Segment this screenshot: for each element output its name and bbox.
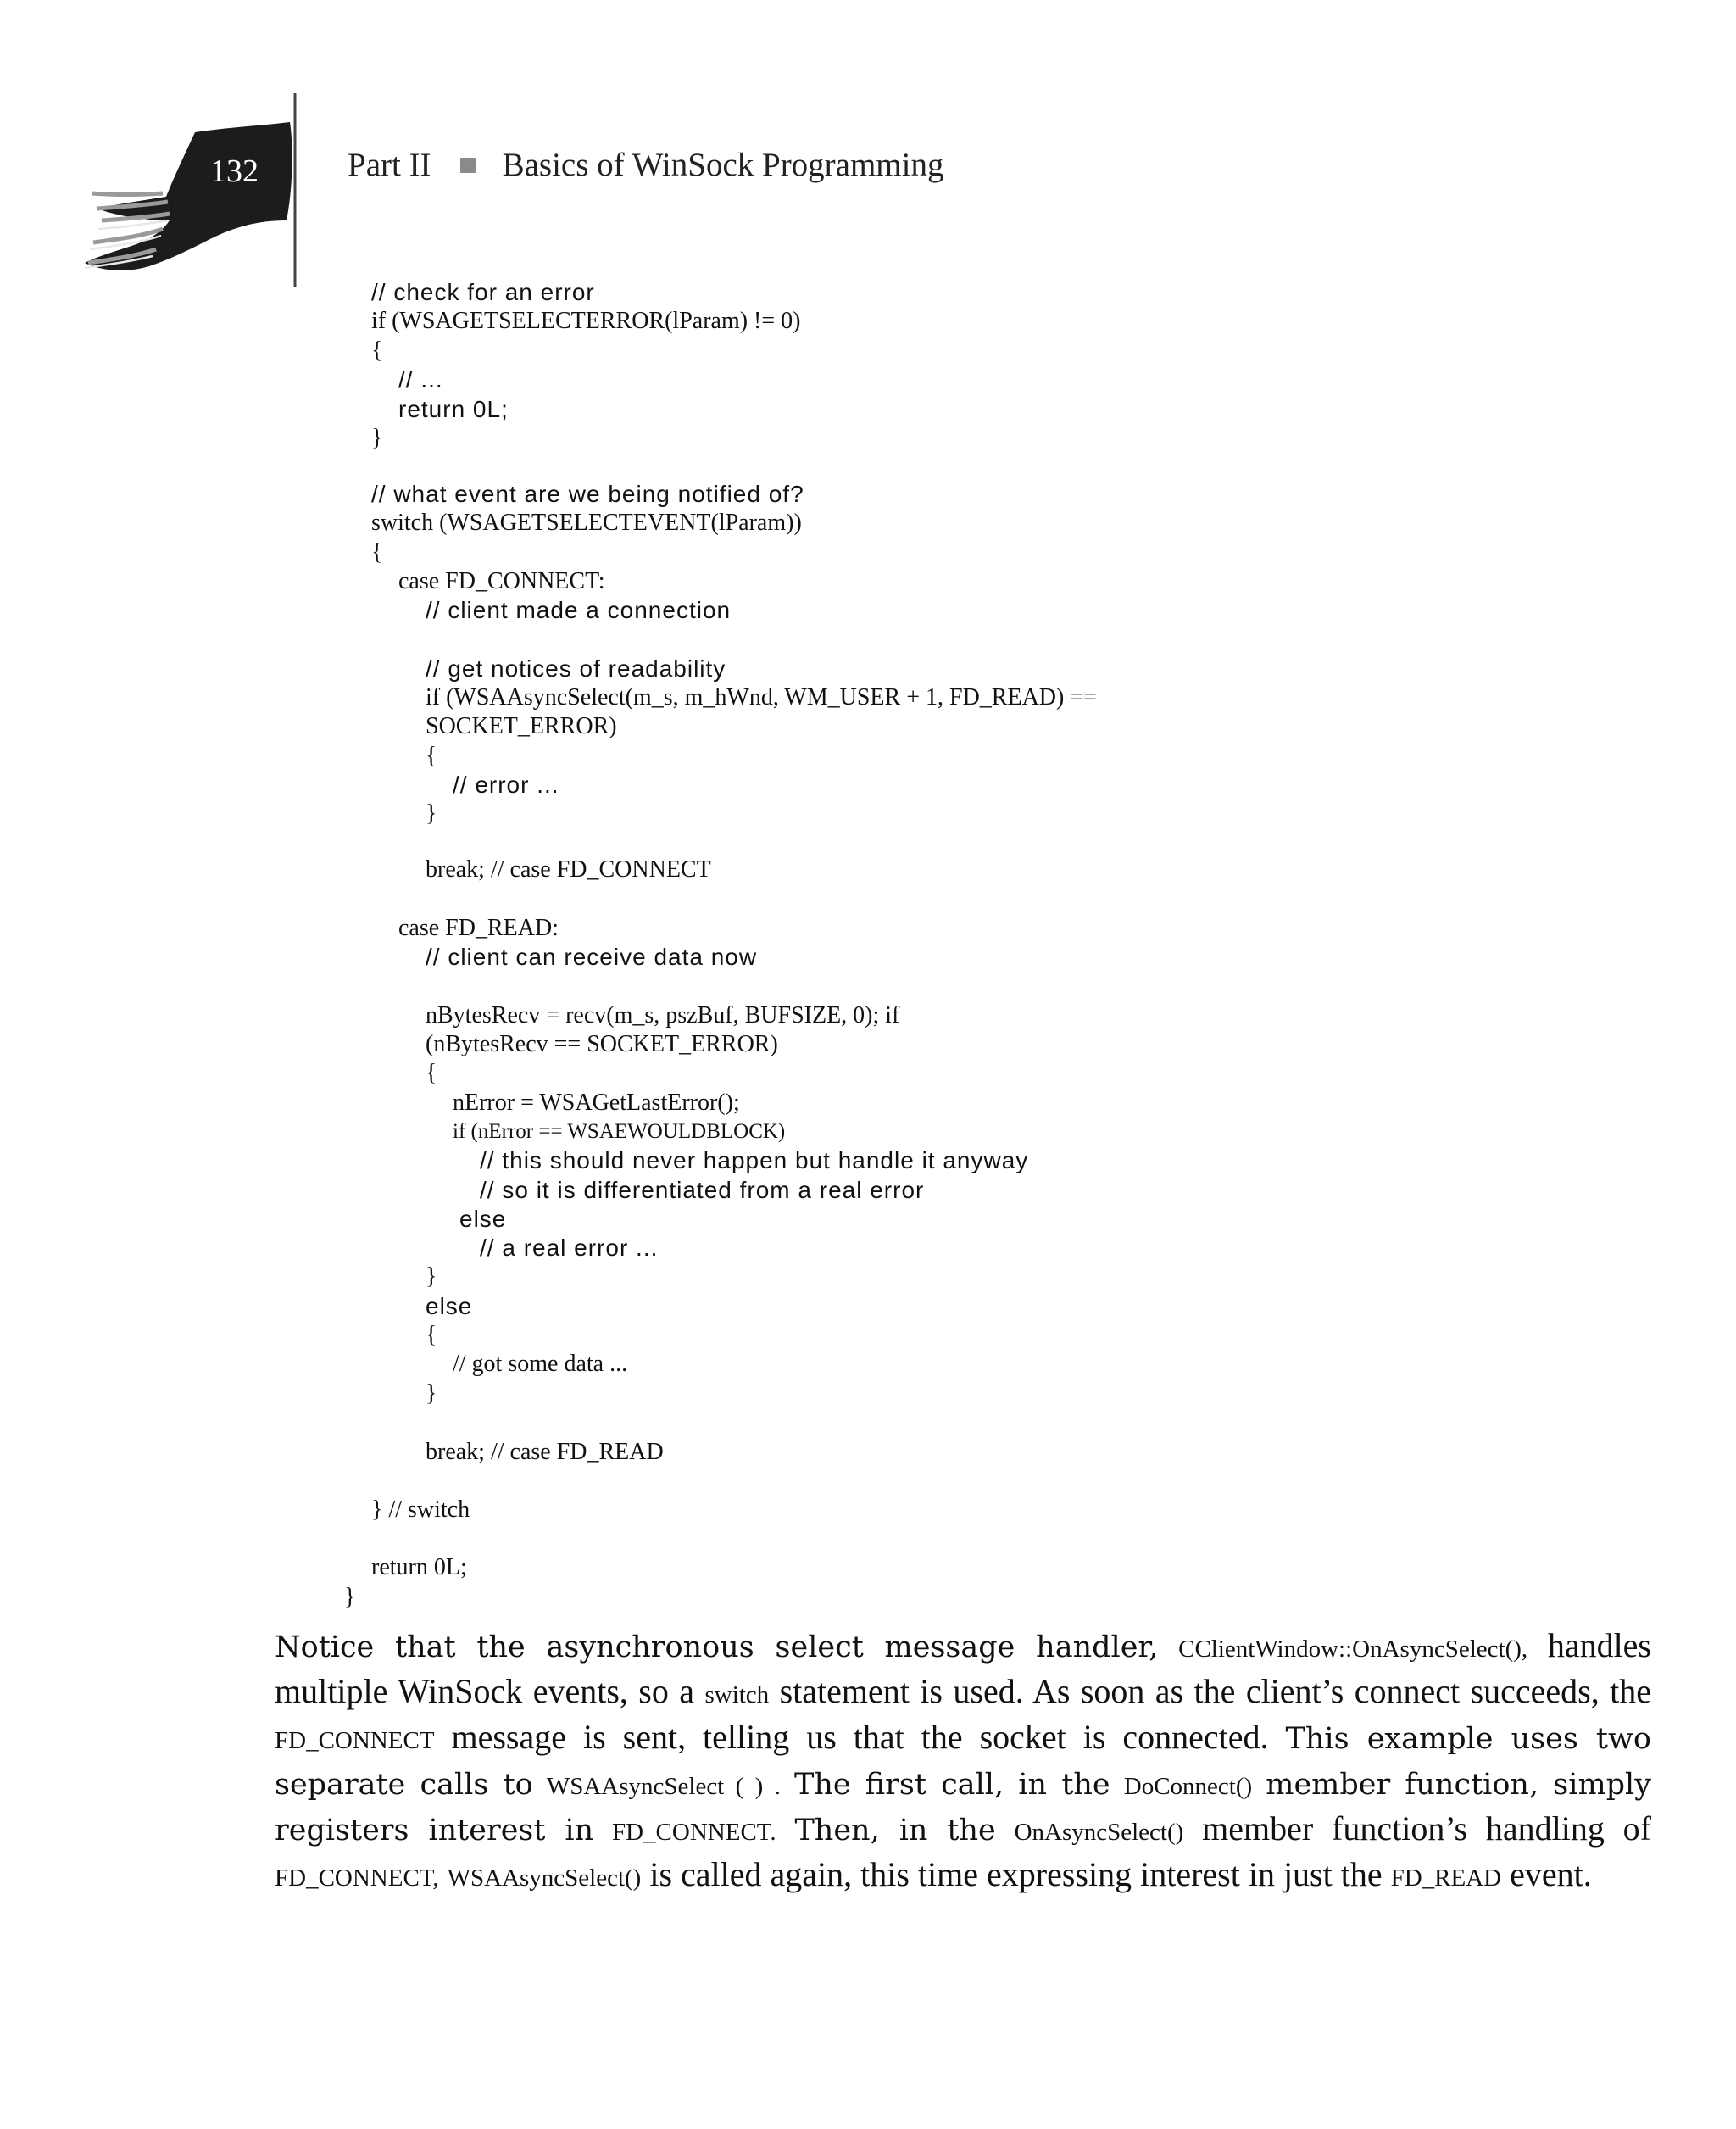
inline-code: FD_CONNECT <box>275 1727 435 1754</box>
code-line: return 0L; <box>398 396 509 422</box>
code-line: break; // case FD_CONNECT <box>426 856 711 883</box>
paragraph-text: member function’s handling of <box>1202 1809 1651 1848</box>
code-line: // check for an error <box>371 279 595 305</box>
code-line: { <box>371 539 383 566</box>
paragraph-text: member function, simply registers interest in <box>275 1768 1652 1848</box>
code-line: // ... <box>398 366 443 393</box>
inline-code: FD_READ <box>1390 1864 1502 1892</box>
code-line: // client made a connection <box>426 597 732 623</box>
header-title: Basics of WinSock Programming <box>502 147 944 183</box>
code-line: { <box>426 1060 437 1086</box>
code-line: break; // case FD_READ <box>426 1439 664 1465</box>
paragraph-text: Notice that the asynchronous select message handler, <box>275 1630 1159 1664</box>
paragraph-text: handles multiple WinSock events, so a <box>275 1626 1651 1710</box>
code-line: // this should never happen but handle it anyway <box>480 1147 1029 1173</box>
code-line: // what event are we being notified of? <box>371 481 804 507</box>
header-part: Part II <box>348 147 431 183</box>
code-line: } <box>371 425 383 451</box>
code-line: // got some data ... <box>453 1351 628 1377</box>
code-line: // error ... <box>453 772 559 798</box>
paragraph-text: Then, in the <box>794 1814 996 1848</box>
inline-code: switch <box>704 1681 770 1708</box>
code-line: else <box>459 1206 507 1232</box>
code-line: if (WSAGETSELECTERROR(lParam) != 0) <box>371 308 801 334</box>
inline-code: CClientWindow::OnAsyncSelect(), <box>1178 1636 1528 1663</box>
inline-code: WSAAsyncSelect ( ) . <box>546 1773 781 1800</box>
code-line: { <box>371 337 383 364</box>
code-line: (nBytesRecv == SOCKET_ERROR) <box>426 1031 778 1057</box>
code-line: // client can receive data now <box>426 944 758 970</box>
code-line: } <box>426 1380 437 1407</box>
running-header <box>348 146 943 184</box>
inline-code: WSAAsyncSelect() <box>447 1864 642 1892</box>
code-line: // so it is differentiated from a real error <box>480 1177 925 1203</box>
paragraph-text: message is sent, telling us that the socket is connected. <box>451 1718 1269 1756</box>
code-line: // get notices of readability <box>426 655 726 682</box>
square-bullet-icon <box>460 158 476 173</box>
inline-code: FD_CONNECT, <box>275 1864 439 1892</box>
body-paragraph <box>275 1625 1651 1899</box>
paragraph-text: is called again, this time expressing interest in just the <box>649 1855 1383 1893</box>
code-line: { <box>426 743 437 769</box>
code-line: switch (WSAGETSELECTEVENT(lParam)) <box>371 510 802 536</box>
code-line: // a real error ... <box>480 1234 659 1261</box>
page-number: 132 <box>210 153 259 189</box>
code-line: nError = WSAGetLastError(); <box>453 1090 740 1116</box>
code-line: case FD_CONNECT: <box>398 568 605 594</box>
paragraph-text: statement is used. As soon as the client’s connect succeeds, the <box>779 1672 1651 1710</box>
paragraph-text: event. <box>1510 1855 1592 1893</box>
code-line: } <box>426 1263 437 1290</box>
code-line: { <box>426 1322 437 1348</box>
inline-code: OnAsyncSelect() <box>1014 1819 1184 1846</box>
code-line: } // switch <box>371 1496 470 1523</box>
code-line: else <box>426 1293 473 1319</box>
page-banner-art <box>68 93 322 288</box>
code-line: if (nError == WSAEWOULDBLOCK) <box>453 1120 786 1143</box>
code-line: } <box>344 1584 356 1610</box>
inline-code: FD_CONNECT. <box>611 1819 776 1846</box>
code-line: return 0L; <box>371 1554 467 1580</box>
inline-code: DoConnect() <box>1123 1773 1253 1800</box>
code-line: if (WSAAsyncSelect(m_s, m_hWnd, WM_USER + 1, FD_READ) == <box>426 684 1097 711</box>
code-line: case FD_READ: <box>398 915 559 941</box>
code-line: } <box>426 800 437 827</box>
code-line: nBytesRecv = recv(m_s, pszBuf, BUFSIZE, 0); if <box>426 1002 900 1028</box>
paragraph-text: The first call, in the <box>793 1768 1110 1802</box>
code-line: SOCKET_ERROR) <box>426 713 617 739</box>
paragraph-text: This example uses two separate calls to <box>275 1722 1651 1802</box>
